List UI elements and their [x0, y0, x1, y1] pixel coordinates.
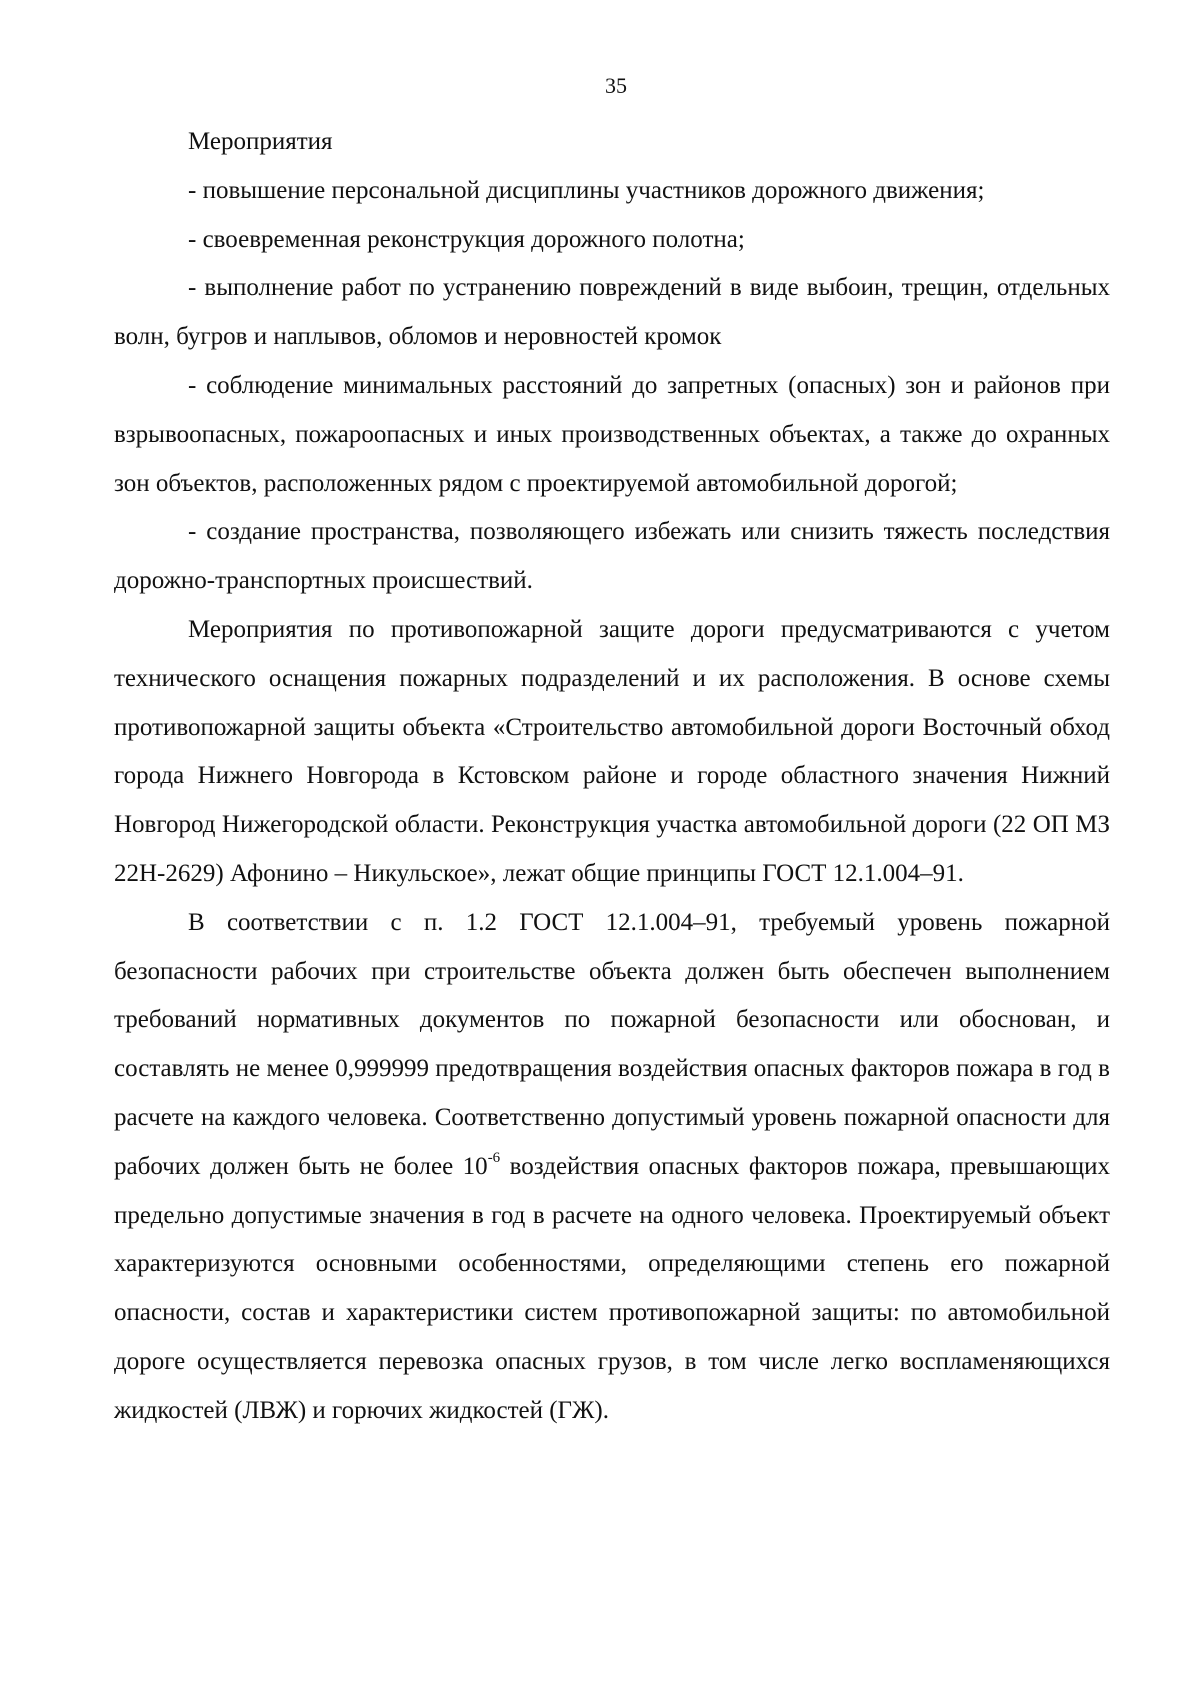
page-body — [114, 118, 1110, 1436]
paragraph: Мероприятия по противопожарной защите дороги предусматриваются с учетом технического оснащения пожарных подразделений и их расположения. В основе схемы противопожарной защиты объекта «Строительство автомобильной дороги Восточный обход города Нижнего Новгорода в Кстовском районе и городе областного значения Нижний Новгород Нижегородской области. Реконструкция участка автомобильной дороги (22 ОП МЗ 22Н-2629) Афонино – Никульское», лежат общие принципы ГОСТ 12.1.004–91. — [114, 615, 1110, 887]
list-item: - своевременная реконструкция дорожного полотна; — [188, 225, 745, 253]
page-number: 35 — [605, 73, 627, 98]
list-item: - создание пространства, позволяющего избежать или снизить тяжесть последствия дорожно-транспортных происшествий. — [114, 518, 1110, 595]
list-item: - выполнение работ по устранению повреждений в виде выбоин, трещин, отдельных волн, бугров и наплывов, обломов и неровностей кромок — [114, 274, 1110, 351]
paragraph: Мероприятия — [188, 128, 333, 155]
list-item: - повышение персональной дисциплины участников дорожного движения; — [188, 176, 985, 204]
superscript: -6 — [487, 1150, 501, 1167]
paragraph-text: В соответствии с п. 1.2 ГОСТ 12.1.004–91, требуемый уровень пожарной безопасности рабочих при строительстве объекта должен быть обеспечен выполнением требований нормативных документов по пожарной безопасности или обоснован, и составлять не менее 0,999999 предотвращения воздействия опасных факторов пожара в год в расчете на каждого человека. Соответственно допустимый уровень пожарной опасности для рабочих должен быть не более 10 — [114, 908, 1110, 1180]
list-item: - соблюдение минимальных расстояний до запретных (опасных) зон и районов при взрывоопасных, пожароопасных и иных производственных объектах, а также до охранных зон объектов, расположенных рядом с проектируемой автомобильной дорогой; — [114, 371, 1110, 497]
paragraph-text: воздействия опасных факторов пожара, превышающих предельно допустимые значения в год в расчете на одного человека. Проектируемый объект характеризуются основными особенностями, определяющими степень его пожарной опасности, состав и характеристики систем противопожарной защиты: по автомобильной дороге осуществляется перевозка опасных грузов, в том числе легко воспламеняющихся жидкостей (ЛВЖ) и горючих жидкостей (ГЖ). — [114, 1152, 1110, 1424]
paragraph — [114, 899, 1110, 1436]
